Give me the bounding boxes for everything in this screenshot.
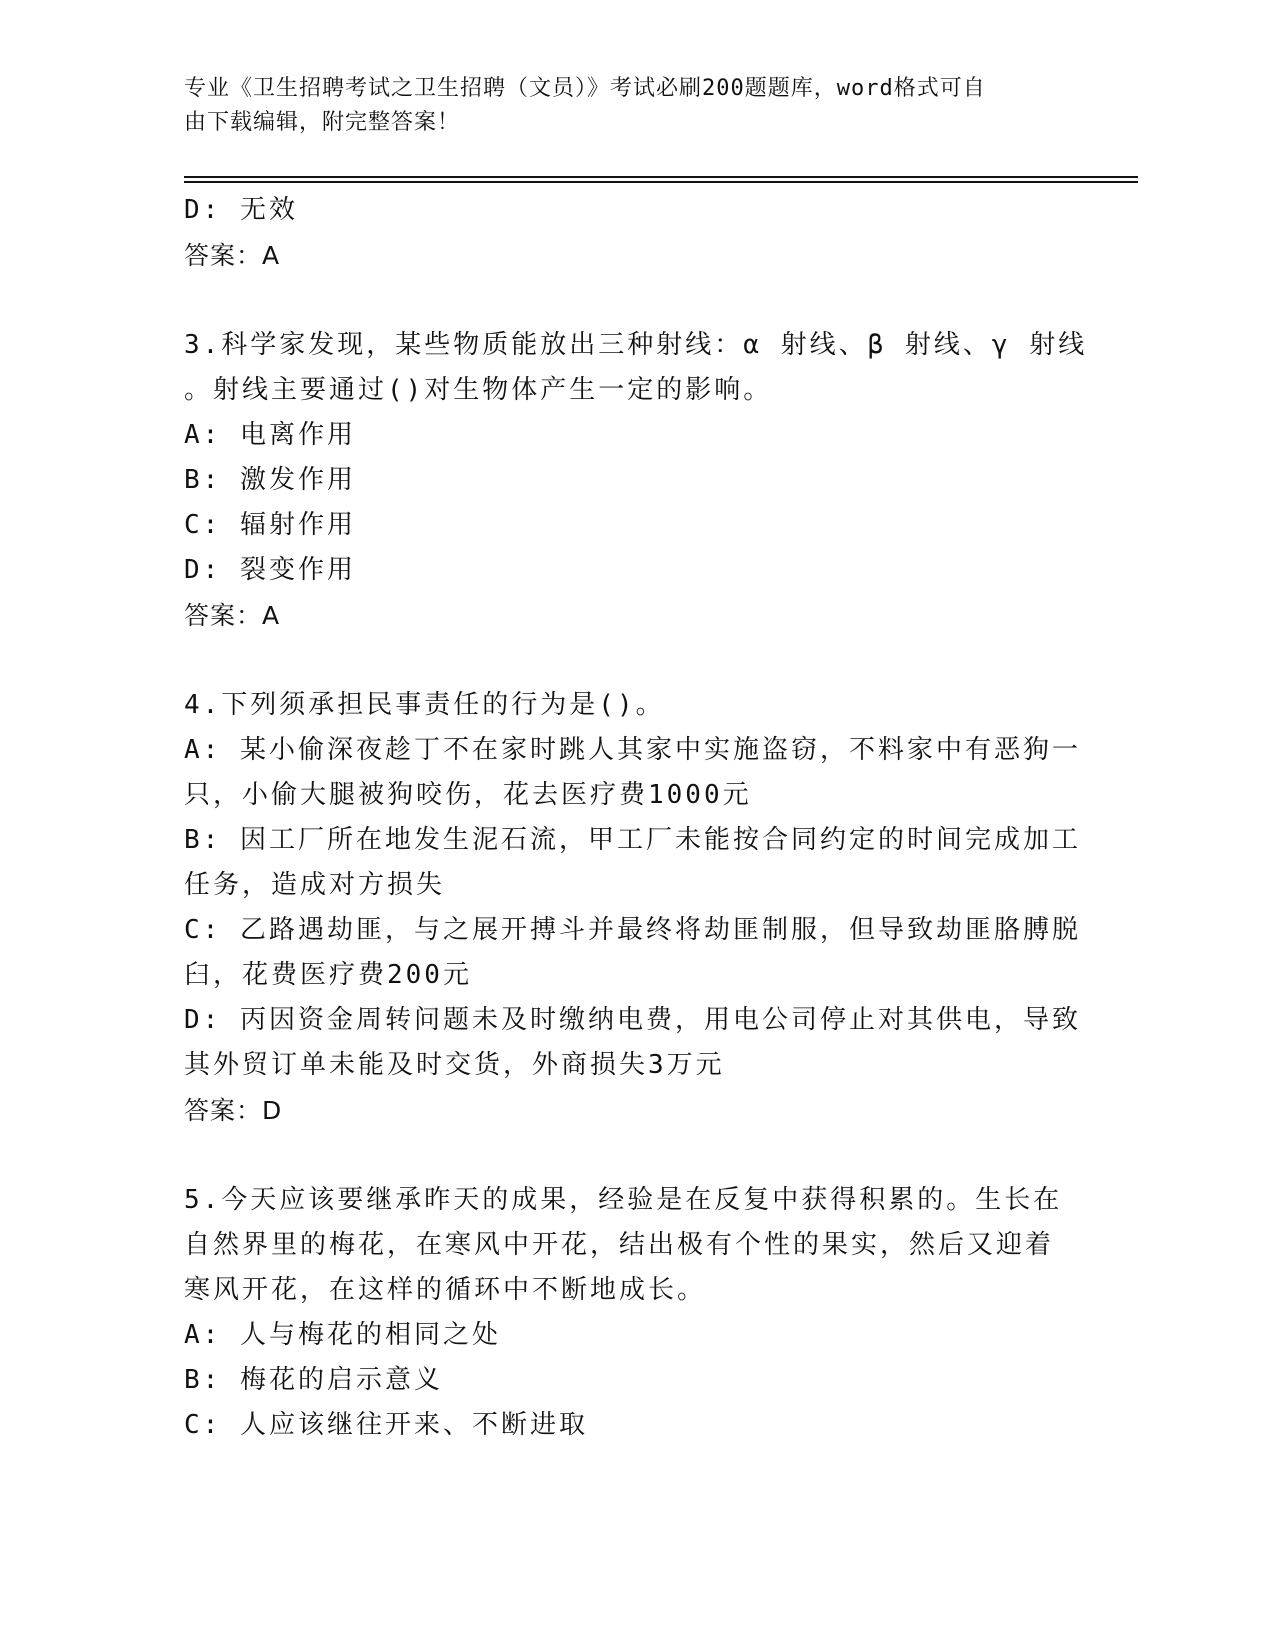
option-c: C: 乙路遇劫匪，与之展开搏斗并最终将劫匪制服，但导致劫匪胳膊脱 <box>184 915 1081 945</box>
answer-line: 答案：A <box>184 601 281 630</box>
option-d-cont: 其外贸订单未能及时交货，外商损失3万元 <box>184 1050 725 1080</box>
option-c: C: 人应该继往开来、不断进取 <box>184 1410 588 1440</box>
question-3 <box>184 323 1088 638</box>
question-4 <box>184 683 1081 1133</box>
option-a: A: 人与梅花的相同之处 <box>184 1320 501 1350</box>
answer-line: 答案：A <box>184 241 281 270</box>
header-line-2: 由下载编辑，附完整答案！ <box>184 110 461 135</box>
option-d: D: 丙因资金周转问题未及时缴纳电费，用电公司停止对其供电，导致 <box>184 1005 1081 1035</box>
spacer <box>184 638 1064 683</box>
spacer <box>184 1133 1064 1178</box>
question-5 <box>184 1178 1064 1448</box>
document-header <box>184 72 1064 140</box>
option-c: C: 辐射作用 <box>184 510 356 540</box>
question-stem: 。射线主要通过()对生物体产生一定的影响。 <box>184 375 773 405</box>
header-divider-top <box>184 176 1138 178</box>
option-c-cont: 臼，花费医疗费200元 <box>184 960 472 990</box>
question-2-tail <box>184 188 1064 278</box>
option-a-cont: 只，小偷大腿被狗咬伤，花去医疗费1000元 <box>184 780 752 810</box>
answer-line: 答案：D <box>184 1096 283 1125</box>
question-stem: 寒风开花，在这样的循环中不断地成长。 <box>184 1275 707 1305</box>
spacer <box>184 278 1064 323</box>
header-divider-bottom <box>184 181 1138 183</box>
question-stem: 3.科学家发现，某些物质能放出三种射线：α 射线、β 射线、γ 射线 <box>184 330 1088 360</box>
option-b-cont: 任务，造成对方损失 <box>184 870 446 900</box>
question-stem: 自然界里的梅花，在寒风中开花，结出极有个性的果实，然后又迎着 <box>184 1230 1055 1260</box>
option-b: B: 梅花的启示意义 <box>184 1365 443 1395</box>
option-d: D: 裂变作用 <box>184 555 356 585</box>
document-body <box>184 188 1088 1448</box>
option-b: B: 激发作用 <box>184 465 356 495</box>
option-a: A: 电离作用 <box>184 420 356 450</box>
option-b: B: 因工厂所在地发生泥石流，甲工厂未能按合同约定的时间完成加工 <box>184 825 1081 855</box>
question-stem: 4.下列须承担民事责任的行为是()。 <box>184 690 665 720</box>
option-a: A: 某小偷深夜趁丁不在家时跳人其家中实施盗窃，不料家中有恶狗一 <box>184 735 1081 765</box>
option-d: D: 无效 <box>184 195 298 225</box>
question-stem: 5.今天应该要继承昨天的成果，经验是在反复中获得积累的。生长在 <box>184 1185 1063 1215</box>
header-line-1: 专业《卫生招聘考试之卫生招聘（文员）》考试必刷200题题库，word格式可自 <box>184 76 986 101</box>
